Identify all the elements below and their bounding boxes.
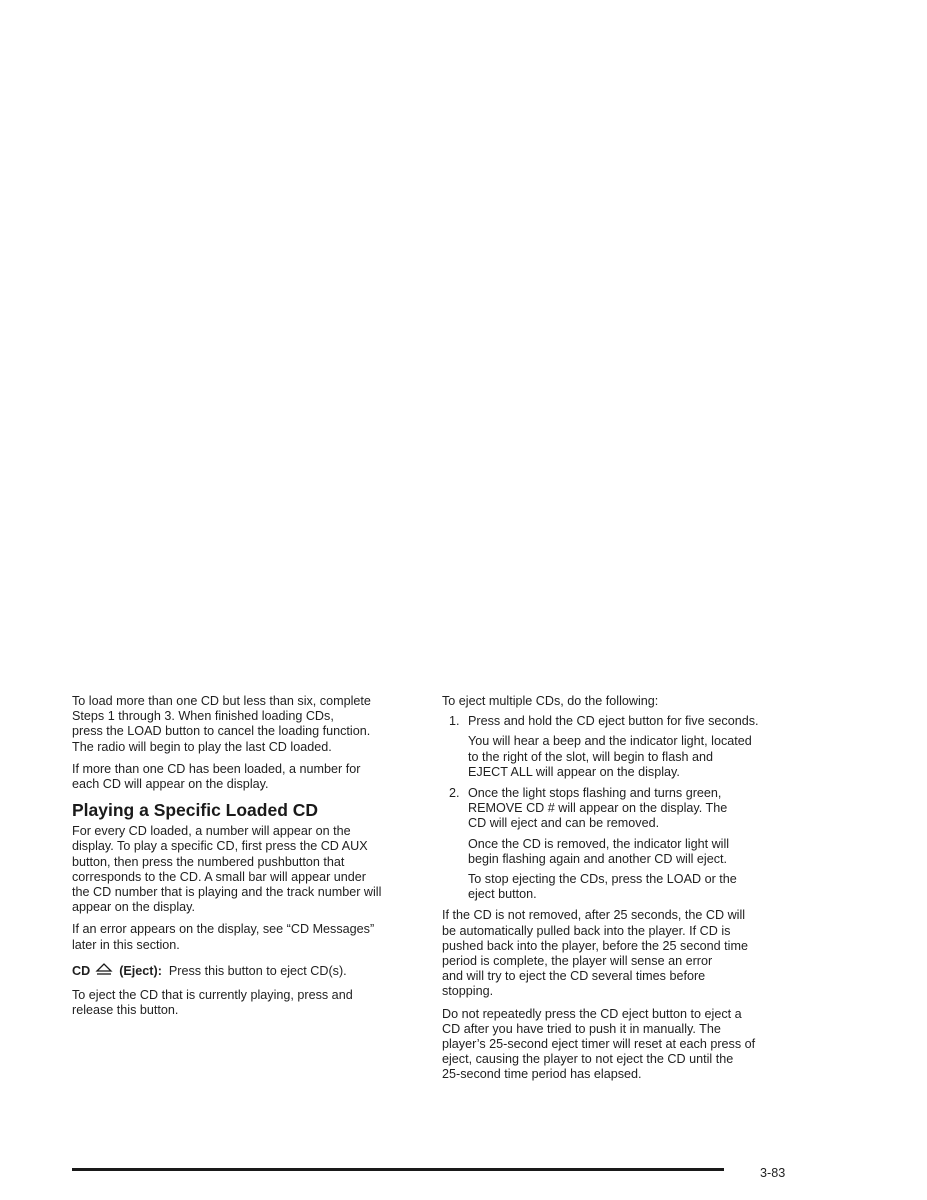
step-number: 2. xyxy=(449,786,460,801)
paragraph-multiple-cds-number: If more than one CD has been loaded, a number for each CD will appear on the display. xyxy=(72,761,361,792)
left-column xyxy=(72,694,422,1025)
section-heading: Playing a Specific Loaded CD xyxy=(72,800,319,821)
step-2-detail-a: Once the CD is removed, the indicator light will begin flashing again and another CD will eject. xyxy=(468,836,730,866)
step-2-detail-b: To stop ejecting the CDs, press the LOAD or the eject button. xyxy=(468,872,737,902)
paragraph-cd-not-removed: If the CD is not removed, after 25 seconds, the CD will be automatically pulled back into the player. If CD is pushed back into the player, before the 25 second time period is complete, the player will sense an error and will try to eject the CD several times before stopping. xyxy=(442,908,748,999)
eject-icon xyxy=(95,963,113,981)
eject-description: Press this button to eject CD(s). xyxy=(168,963,347,978)
paragraph-eject-multiple-intro: To eject multiple CDs, do the following: xyxy=(442,694,659,708)
paragraph-play-specific-cd: For every CD loaded, a number will appear on the display. To play a specific CD, first press the CD AUX button, then press the numbered pushbutton that corresponds to the CD. A small bar will appear under the CD number that is playing and the track number will appear on the display. xyxy=(72,824,382,915)
eject-label-cd: CD xyxy=(72,963,91,978)
step-1-detail: You will hear a beep and the indicator light, located to the right of the slot, will begin to flash and EJECT ALL will appear on the display. xyxy=(468,734,752,779)
paragraph-do-not-repeatedly-press: Do not repeatedly press the CD eject button to eject a CD after you have tried to push it in manually. The player’s 25-second eject timer will reset at each press of eject, causing the player to not eject the CD until the 25-second time period has elapsed. xyxy=(442,1006,756,1082)
paragraph-error-messages: If an error appears on the display, see “CD Messages” later in this section. xyxy=(72,922,375,952)
paragraph-load-more-cds: To load more than one CD but less than six, complete Steps 1 through 3. When finished loading CDs, press the LOAD button to cancel the loading function. The radio will begin to play the last CD loaded. xyxy=(72,694,371,754)
page-number: 3-83 xyxy=(760,1166,786,1180)
eject-label: (Eject): xyxy=(119,963,162,978)
eject-button-entry xyxy=(72,963,422,981)
footer-rule xyxy=(72,1168,724,1171)
step-2: 2. Once the light stops flashing and turns green, REMOVE CD # will appear on the display. The CD will eject and can be removed. xyxy=(449,786,728,831)
right-column xyxy=(442,694,794,1090)
step-1: 1. Press and hold the CD eject button for five seconds. xyxy=(449,714,759,729)
paragraph-eject-current-cd: To eject the CD that is currently playing, press and release this button. xyxy=(72,988,353,1018)
step-number: 1. xyxy=(449,714,460,729)
